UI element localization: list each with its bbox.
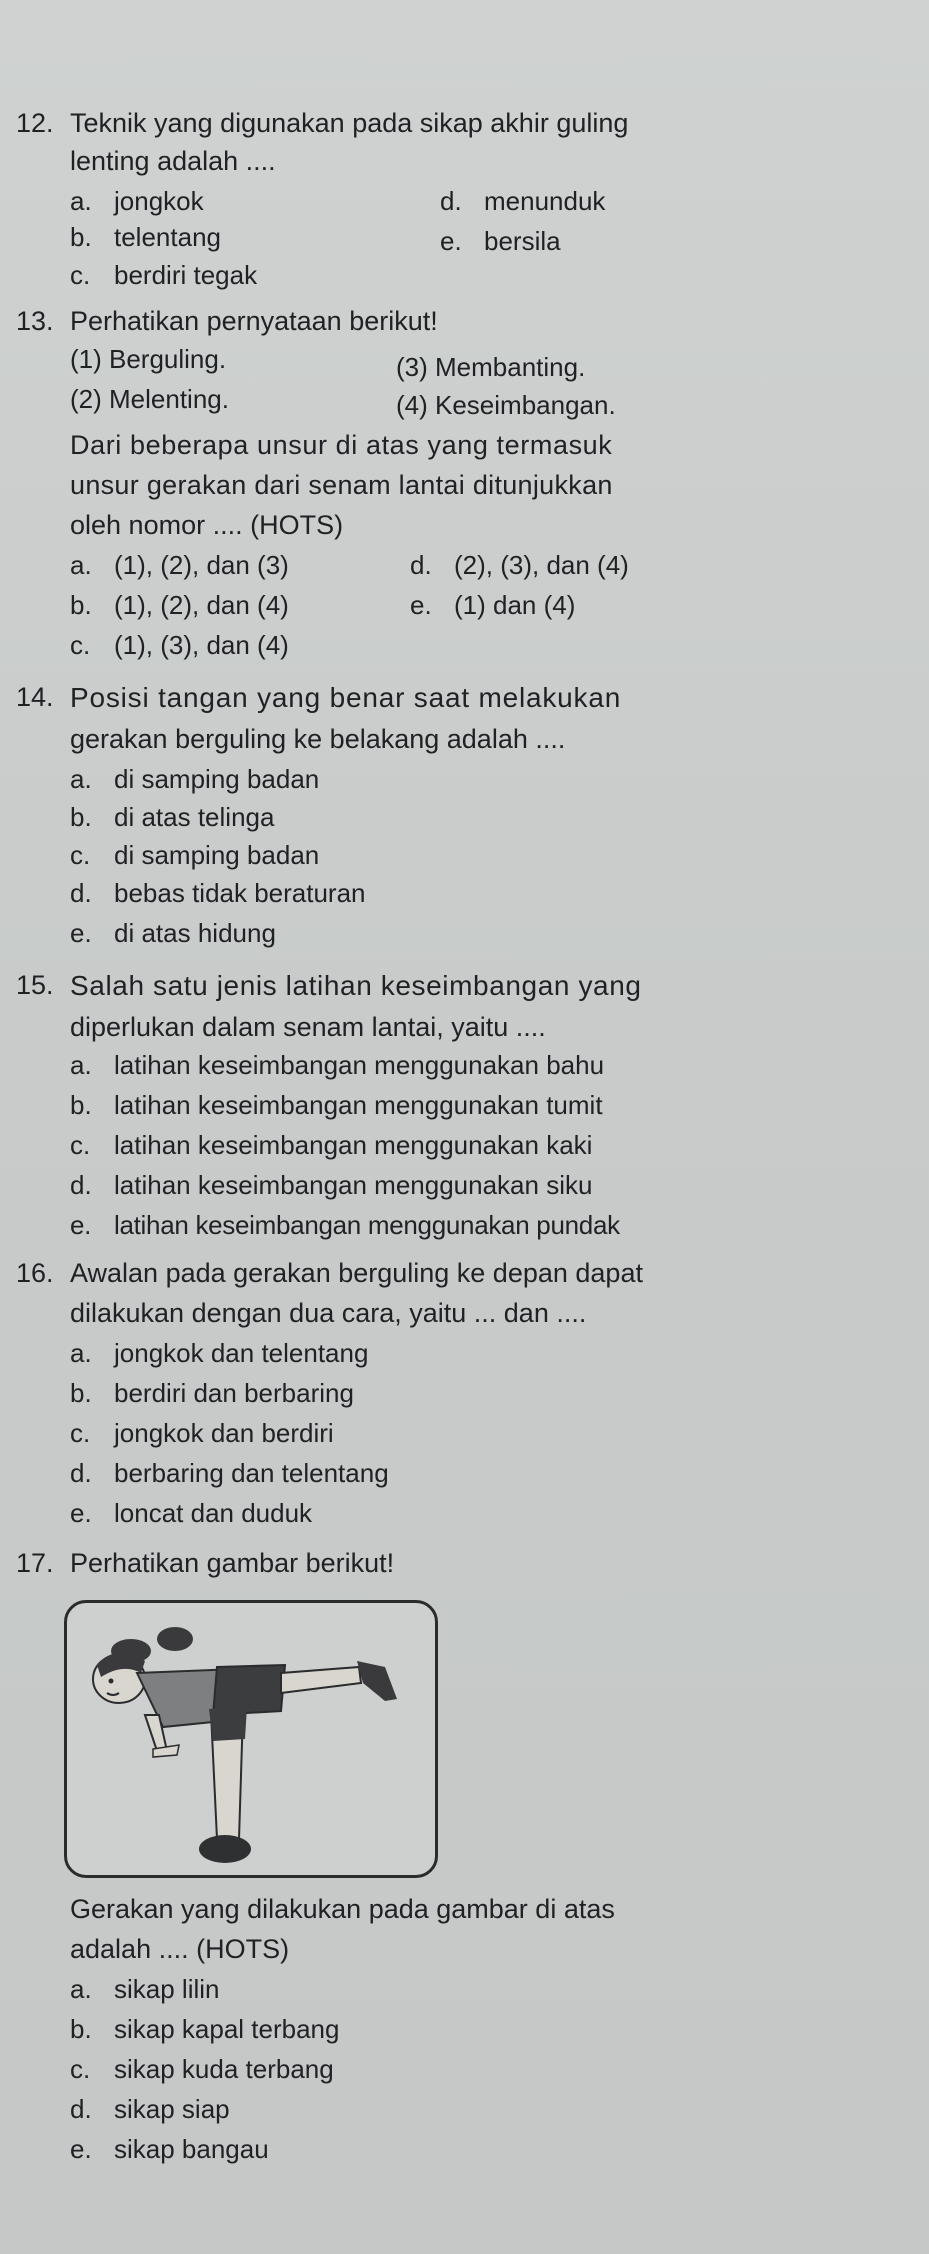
illustration-frame bbox=[64, 1600, 438, 1878]
option-12d[interactable]: d. menunduk bbox=[440, 186, 606, 216]
question-13-number: 13. bbox=[16, 306, 54, 336]
statement-4: (4) Keseimbangan. bbox=[396, 390, 616, 420]
option-17c[interactable]: c. sikap kuda terbang bbox=[70, 2054, 334, 2084]
question-13-text: Perhatikan pernyataan berikut! bbox=[70, 306, 438, 336]
statement-1: (1) Berguling. bbox=[70, 344, 227, 374]
option-14e[interactable]: e. di atas hidung bbox=[70, 918, 276, 948]
option-16a[interactable]: a. jongkok dan telentang bbox=[70, 1338, 369, 1368]
question-12-number: 12. bbox=[16, 108, 54, 138]
question-16-number: 16. bbox=[16, 1258, 54, 1288]
question-13-text-2: Dari beberapa unsur di atas yang termasuk bbox=[70, 430, 613, 460]
question-17-text: Perhatikan gambar berikut! bbox=[70, 1548, 395, 1578]
option-14c[interactable]: c. di samping badan bbox=[70, 840, 320, 870]
option-14b[interactable]: b. di atas telinga bbox=[70, 802, 275, 832]
question-13-text-4: oleh nomor .... (HOTS) bbox=[70, 510, 344, 540]
option-17e[interactable]: e. sikap bangau bbox=[70, 2134, 269, 2164]
question-12-text: Teknik yang digunakan pada sikap akhir guling bbox=[70, 108, 629, 138]
question-15-text-2: diperlukan dalam senam lantai, yaitu .... bbox=[70, 1012, 546, 1042]
question-17-text-2: Gerakan yang dilakukan pada gambar di atas bbox=[70, 1894, 615, 1924]
question-13-text-3: unsur gerakan dari senam lantai ditunjukkan bbox=[70, 470, 613, 500]
option-17b[interactable]: b. sikap kapal terbang bbox=[70, 2014, 340, 2044]
question-16-text-2: dilakukan dengan dua cara, yaitu ... dan .... bbox=[70, 1298, 587, 1328]
option-12c[interactable]: c. berdiri tegak bbox=[70, 260, 258, 290]
option-12a[interactable]: a. jongkok bbox=[70, 186, 204, 216]
question-14-text-2: gerakan berguling ke belakang adalah .... bbox=[70, 724, 566, 754]
option-12b[interactable]: b. telentang bbox=[70, 222, 221, 252]
option-15b[interactable]: b. latihan keseimbangan menggunakan tumit bbox=[70, 1090, 603, 1120]
option-15c[interactable]: c. latihan keseimbangan menggunakan kaki bbox=[70, 1130, 593, 1160]
option-16e[interactable]: e. loncat dan duduk bbox=[70, 1498, 313, 1528]
option-13d[interactable]: d. (2), (3), dan (4) bbox=[410, 550, 629, 580]
option-12e[interactable]: e. bersila bbox=[440, 226, 561, 256]
option-17d[interactable]: d. sikap siap bbox=[70, 2094, 230, 2124]
option-15d[interactable]: d. latihan keseimbangan menggunakan siku bbox=[70, 1170, 593, 1200]
question-17-number: 17. bbox=[16, 1548, 54, 1578]
question-17-text-3: adalah .... (HOTS) bbox=[70, 1934, 290, 1964]
airplane-pose-figure bbox=[67, 1603, 435, 1875]
option-17a[interactable]: a. sikap lilin bbox=[70, 1974, 220, 2004]
option-13c[interactable]: c. (1), (3), dan (4) bbox=[70, 630, 289, 660]
option-16c[interactable]: c. jongkok dan berdiri bbox=[70, 1418, 334, 1448]
question-16-text: Awalan pada gerakan berguling ke depan dapat bbox=[70, 1258, 643, 1288]
option-15e[interactable]: e. latihan keseimbangan menggunakan pundak bbox=[70, 1210, 620, 1240]
statement-3: (3) Membanting. bbox=[396, 352, 586, 382]
option-14a[interactable]: a. di samping badan bbox=[70, 764, 320, 794]
question-12-text-2: lenting adalah .... bbox=[70, 146, 276, 176]
option-13b[interactable]: b. (1), (2), dan (4) bbox=[70, 590, 289, 620]
option-15a[interactable]: a. latihan keseimbangan menggunakan bahu bbox=[70, 1050, 605, 1080]
option-13e[interactable]: e. (1) dan (4) bbox=[410, 590, 576, 620]
option-13a[interactable]: a. (1), (2), dan (3) bbox=[70, 550, 289, 580]
option-14d[interactable]: d. bebas tidak beraturan bbox=[70, 878, 366, 908]
question-14-number: 14. bbox=[16, 682, 54, 712]
question-15-text: Salah satu jenis latihan keseimbangan yang bbox=[70, 970, 642, 1001]
question-14-text: Posisi tangan yang benar saat melakukan bbox=[70, 682, 622, 713]
question-15-number: 15. bbox=[16, 970, 54, 1000]
statement-2: (2) Melenting. bbox=[70, 384, 229, 414]
option-16d[interactable]: d. berbaring dan telentang bbox=[70, 1458, 389, 1488]
option-16b[interactable]: b. berdiri dan berbaring bbox=[70, 1378, 354, 1408]
